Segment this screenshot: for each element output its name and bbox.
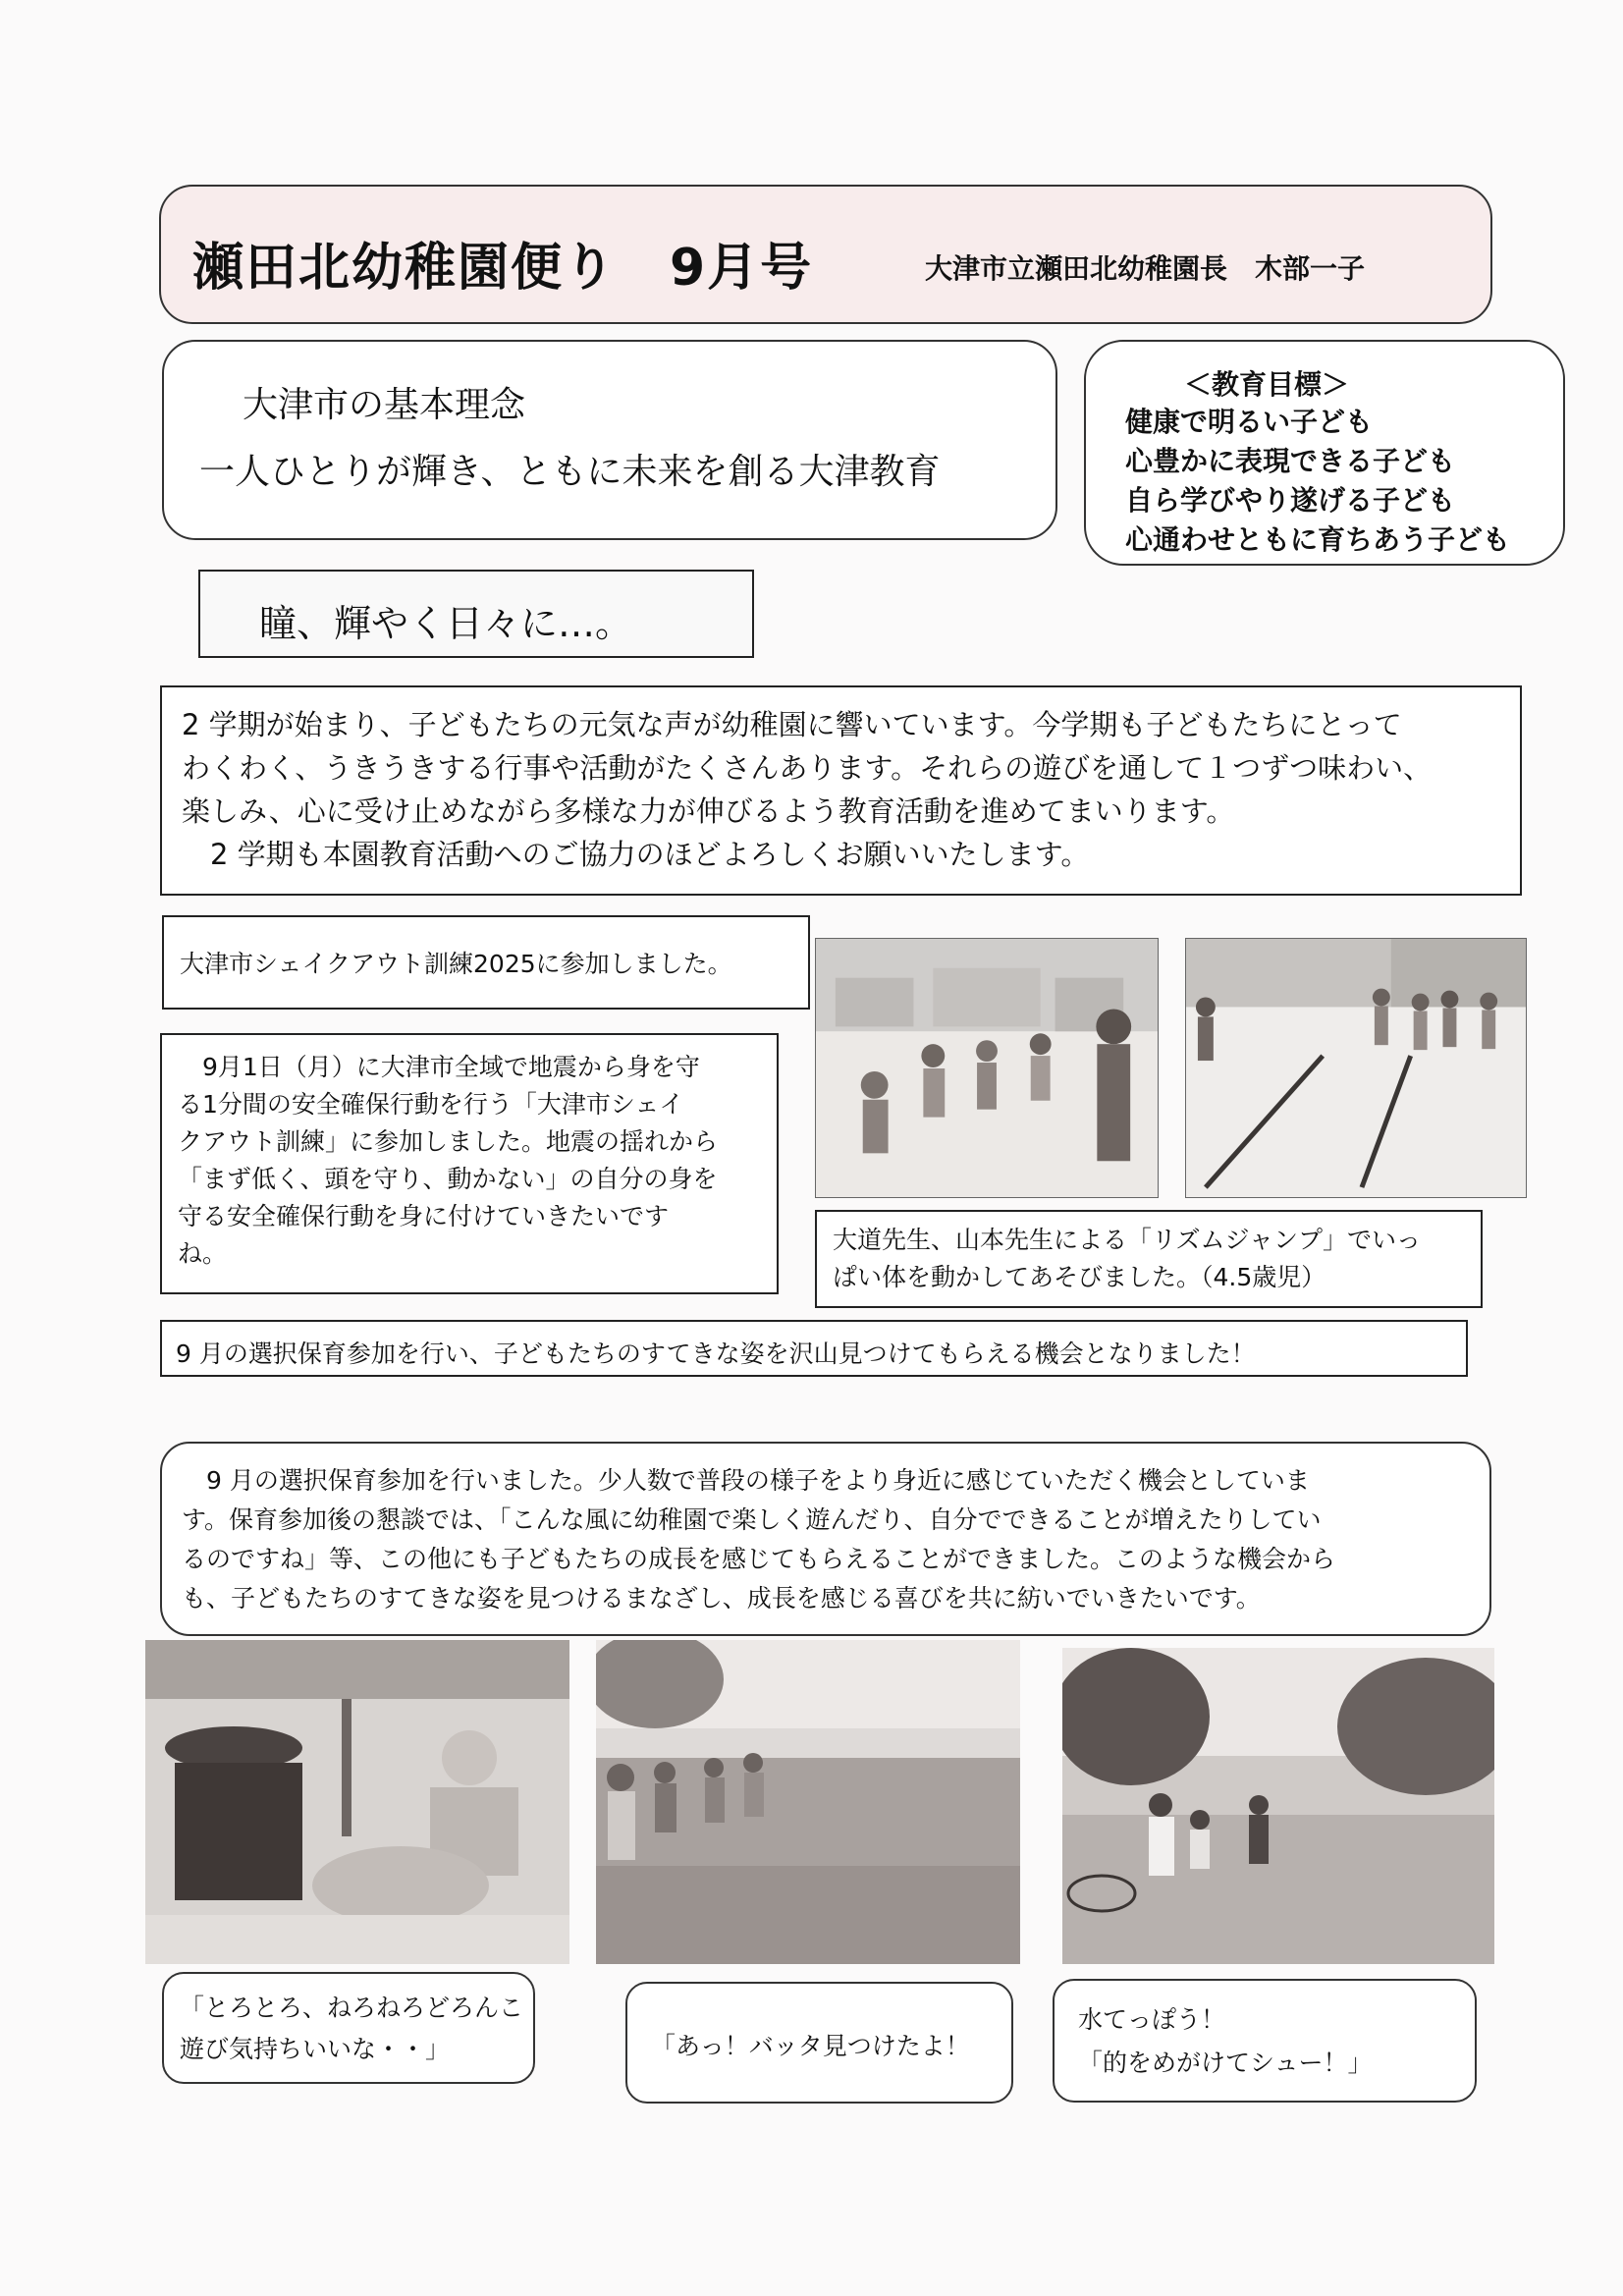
shakeout-line: クアウト訓練」に参加しました。地震の揺れから <box>178 1127 719 1156</box>
caption-mud-line: 「とろとろ、ねろねろどろんこ <box>180 1994 524 2022</box>
goal-item: 健康で明るい子ども <box>1125 406 1374 438</box>
intro-text <box>182 703 1432 876</box>
rhythm-caption-box <box>815 1210 1483 1308</box>
shakeout-body-box <box>160 1033 779 1294</box>
photo-water-gun <box>1062 1648 1494 1964</box>
shakeout-line: る1分間の安全確保行動を行う「大津市シェイ <box>178 1090 684 1119</box>
caption-grasshopper: 「あっ！バッタ見つけたよ！ <box>651 2032 970 2060</box>
photo-mud-play <box>145 1640 569 1964</box>
shakeout-line: 「まず低く、頭を守り、動かない」の自分の身を <box>178 1165 718 1193</box>
page-title: 瀬田北幼稚園便り 9月号 <box>192 239 814 298</box>
participation-text <box>182 1461 1335 1618</box>
caption-water-line: 水てっぽう！ <box>1078 2005 1226 2034</box>
caption-water-box <box>1053 1979 1477 2103</box>
intro-line: 2 学期が始まり、子どもたちの元気な声が幼稚園に響いています。今学期も子どもたちにとって <box>182 708 1402 741</box>
philosophy-body: 一人ひとりが輝き、ともに未来を創る大津教育 <box>199 452 941 492</box>
goal-item: 心通わせともに育ちあう子ども <box>1125 523 1511 556</box>
goal-item: 心豊かに表現できる子ども <box>1125 445 1456 477</box>
principal-name: 大津市立瀬田北幼稚園長 木部一子 <box>925 252 1366 285</box>
caption-mud-box <box>162 1972 535 2084</box>
participation-heading-box <box>160 1320 1468 1377</box>
rhythm-caption <box>833 1222 1421 1296</box>
photo-grasshopper <box>596 1640 1020 1964</box>
rhythm-caption-line: 大道先生、山本先生による「リズムジャンプ」でいっ <box>833 1226 1422 1254</box>
caption-water <box>1078 1998 1373 2085</box>
participation-body-box <box>160 1442 1491 1636</box>
shakeout-heading-box <box>162 915 810 1010</box>
participation-line: 9 月の選択保育参加を行いました。少人数で普段の様子をより身近に感じていただく機会としていま <box>182 1466 1310 1495</box>
goal-item: 自ら学びやり遂げる子ども <box>1125 484 1456 517</box>
goals-list <box>1125 403 1510 560</box>
goals-box <box>1084 340 1565 566</box>
header-box <box>159 185 1492 324</box>
shakeout-line: ね。 <box>178 1239 228 1268</box>
philosophy-heading: 大津市の基本理念 <box>243 385 526 425</box>
participation-line: す。保育参加後の懇談では、「こんな風に幼稚園で楽しく遊んだり、自分でできることが増えたりしてい <box>182 1505 1322 1534</box>
photo-rhythm-jump <box>1185 938 1527 1198</box>
rhythm-caption-line: ぱい体を動かしてあそびました。（4.5歳児） <box>833 1263 1326 1291</box>
shakeout-text <box>178 1049 718 1273</box>
caption-water-line: 「的をめがけてシュー！」 <box>1078 2049 1373 2077</box>
participation-line: るのですね」等、この他にも子どもたちの成長を感じてもらえることができました。このような機会から <box>182 1545 1336 1573</box>
philosophy-box <box>162 340 1057 540</box>
theme-text: 瞳、輝やく日々に…。 <box>259 602 633 645</box>
intro-line: わくわく、うきうきする行事や活動がたくさんあります。それらの遊びを通して１つずつ味わい、 <box>182 751 1433 785</box>
shakeout-line: 9月1日（月）に大津市全域で地震から身を守 <box>178 1053 700 1081</box>
caption-mud <box>180 1988 523 2070</box>
intro-line: 2 学期も本園教育活動へのご協力のほどよろしくお願いいたします。 <box>182 838 1090 871</box>
theme-box <box>198 570 754 658</box>
intro-line: 楽しみ、心に受け止めながら多様な力が伸びるよう教育活動を進めてまいります。 <box>182 794 1235 828</box>
goals-heading: ＜教育目標＞ <box>1184 368 1350 401</box>
caption-mud-line: 遊び気持ちいいな・・」 <box>180 2035 451 2063</box>
intro-box <box>160 685 1522 896</box>
caption-grasshopper-box <box>625 1982 1013 2104</box>
photo-gym-dance <box>815 938 1159 1198</box>
participation-heading: 9 月の選択保育参加を行い、子どもたちのすてきな姿を沢山見つけてもらえる機会となりました！ <box>176 1339 1256 1368</box>
participation-line: も、子どもたちのすてきな姿を見つけるまなざし、成長を感じる喜びを共に紡いでいきたいです。 <box>182 1584 1261 1613</box>
shakeout-line: 守る安全確保行動を身に付けていきたいです <box>178 1202 670 1230</box>
shakeout-heading: 大津市シェイクアウト訓練2025に参加しました。 <box>180 950 732 978</box>
